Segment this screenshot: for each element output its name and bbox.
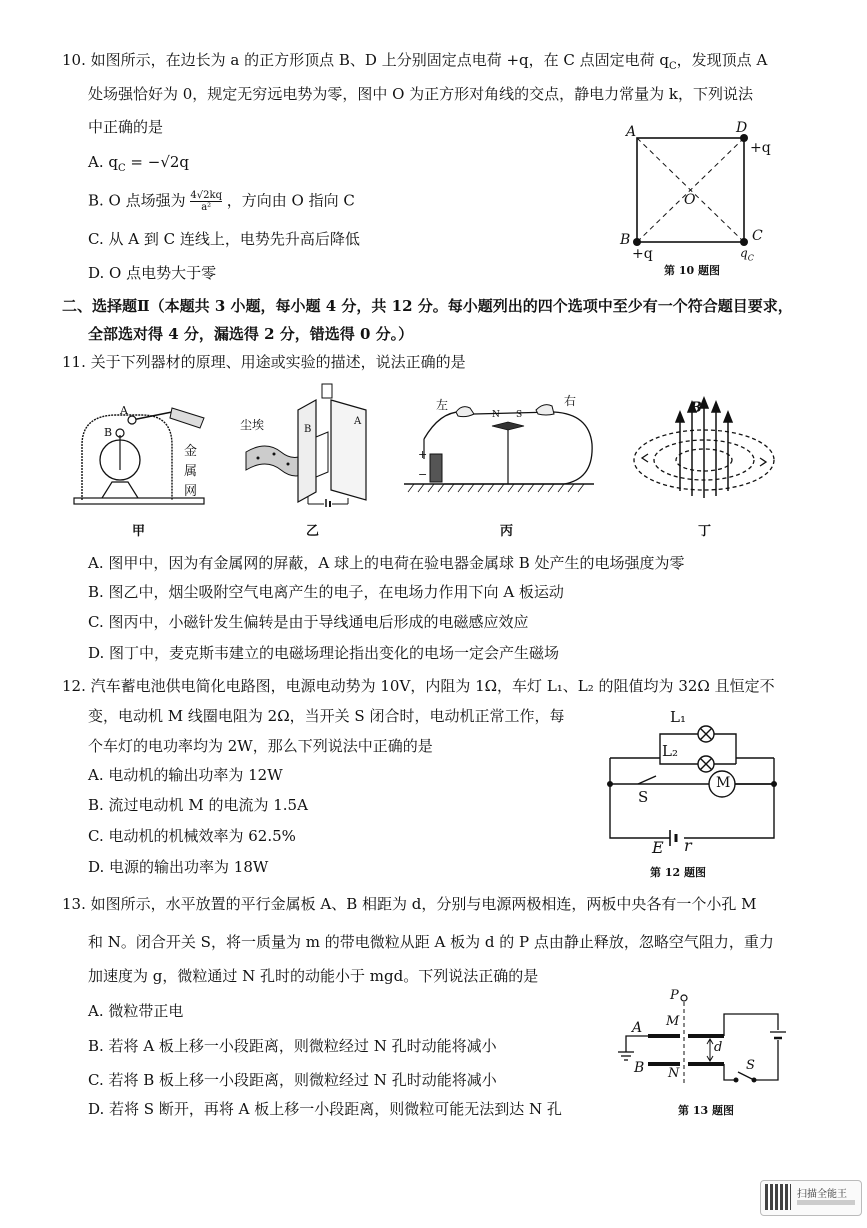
- q11-option-d: D. 图丁中，麦克斯韦建立的电磁场理论指出变化的电场一定会产生磁场: [88, 644, 560, 662]
- q10-option-b: B. O 点场强为 $\frac{4√2kq}{\text{a²}}$ ，方向由 O 指向 C: [88, 190, 355, 213]
- circuit-diagram: [600, 708, 790, 858]
- q11-figure-bing: [404, 384, 604, 540]
- right-hand-label: 右: [564, 394, 577, 408]
- q13-line1: 13. 如图所示，水平放置的平行金属板 A、B 相距为 d，分别与电源两极相连，两板中央各有一个小孔 M: [62, 895, 757, 913]
- q13-option-d: D. 若将 S 断开，再将 A 板上移一小段距离，则微粒可能无法到达 N 孔: [88, 1100, 562, 1118]
- q10-option-c: C. 从 A 到 C 连线上，电势先升高后降低: [88, 230, 360, 248]
- charge-b: [633, 238, 641, 246]
- q13-option-c: C. 若将 B 板上移一小段距离，则微粒经过 N 孔时动能将减小: [88, 1071, 497, 1089]
- q11-option-c: C. 图丙中，小磁针发生偏转是由于导线通电后形成的电磁感应效应: [88, 613, 529, 631]
- q12-option-b: B. 流过电动机 M 的电流为 1.5A: [88, 796, 308, 814]
- plate-a-label: A: [354, 416, 362, 427]
- magnetic-field-drawing: [628, 396, 788, 506]
- q11-option-a: A. 图甲中，因为有金属网的屏蔽，A 球上的电荷在验电器金属球 B 处产生的电场强度为零: [88, 554, 685, 572]
- scanner-badge-subline: [797, 1200, 855, 1205]
- section2-line1: 二、选择题Ⅱ（本题共 3 小题，每小题 4 分，共 12 分。每小题列出的四个选项中至少有一个符合题目要求，: [62, 297, 793, 315]
- center-o-label: O: [684, 192, 696, 208]
- mesh-label-2: 属: [184, 464, 198, 479]
- fraction-numerator: 4√2kq: [190, 190, 222, 201]
- vertex-d-label: D: [736, 120, 748, 136]
- qr-code-icon: [765, 1184, 791, 1210]
- dust-label: 尘埃: [240, 418, 265, 432]
- vertex-c-label: C: [752, 228, 763, 244]
- mesh-label-1: 金: [184, 444, 198, 459]
- q11-figure-yi: [236, 382, 376, 540]
- q12-figure: [600, 708, 790, 880]
- distance-d-label: d: [714, 1040, 723, 1055]
- q12-line2: 变，电动机 M 线圈电阻为 2Ω，当开关 S 闭合时，电动机正常工作，每: [88, 707, 565, 725]
- q12-line1: 12. 汽车蓄电池供电简化电路图，电源电动势为 10V，内阻为 1Ω，车灯 L₁、L₂ 的阻值均为 32Ω 且恒定不: [62, 677, 775, 695]
- q12-line3: 个车灯的电功率均为 2W，那么下列说法中正确的是: [88, 737, 433, 755]
- charge-d-label: +q: [750, 140, 771, 156]
- vertex-a-label: A: [626, 124, 637, 140]
- q10-line2: 处场强恰好为 0，规定无穷远电势为零，图中 O 为正方形对角线的交点，静电力常量为 k，下列说法: [88, 85, 754, 103]
- q13-option-b: B. 若将 A 板上移一小段距离，则微粒经过 N 孔时动能将减小: [88, 1037, 497, 1055]
- ding-caption: 丁: [698, 524, 712, 539]
- charge-c-label: $q_C$: [740, 246, 754, 263]
- q11-figure-ding: [628, 396, 788, 540]
- lamp-l2-label: L₂: [662, 742, 678, 760]
- q10-figure: [612, 120, 792, 280]
- mesh-label-3: 网: [184, 484, 198, 499]
- q12-option-c: C. 电动机的机械效率为 62.5%: [88, 827, 296, 845]
- q12-option-d: D. 电源的输出功率为 18W: [88, 858, 269, 876]
- q10-line1: 10. 如图所示，在边长为 a 的正方形顶点 B、D 上分别固定点电荷 +q，在 C 点固定电荷 $q_C$，发现顶点 A: [62, 51, 768, 72]
- q10-option-d: D. O 点电势大于零: [88, 264, 217, 282]
- hole-n-label: N: [668, 1066, 680, 1081]
- point-p-label: P: [670, 988, 679, 1003]
- q10-line3: 中正确的是: [88, 118, 164, 136]
- q11-stem: 11. 关于下列器材的原理、用途或实验的描述，说法正确的是: [62, 353, 466, 371]
- q13-option-a: A. 微粒带正电: [88, 1002, 184, 1020]
- bing-caption: 丙: [500, 524, 514, 539]
- charge-b-label: +q: [632, 246, 653, 262]
- field-b-label: B: [690, 400, 702, 416]
- scanner-badge-text: 扫描全能王: [797, 1189, 847, 1200]
- q13-line3: 加速度为 g，微粒通过 N 孔时的动能小于 mgd。下列说法正确的是: [88, 967, 539, 985]
- ball-b-label: B: [104, 426, 113, 439]
- yi-caption: 乙: [306, 524, 320, 539]
- emf-e-label: E: [652, 838, 664, 857]
- q11-figure-jia: [72, 390, 212, 540]
- q11-option-b: B. 图乙中，烟尘吸附空气电离产生的电子，在电场力作用下向 A 板运动: [88, 583, 564, 601]
- q13-figure: [612, 986, 802, 1118]
- needle-n-label: N: [492, 410, 500, 420]
- switch-s-label: S: [638, 788, 649, 806]
- motor-m-label: M: [716, 775, 731, 791]
- q10-option-a: A. $q_C = -√2q$: [88, 153, 190, 174]
- left-hand-label: 左: [436, 398, 449, 412]
- jia-caption: 甲: [132, 524, 146, 539]
- q13-line2: 和 N。闭合开关 S，将一质量为 m 的带电微粒从距 A 板为 d 的 P 点由静止释放，忽略空气阻力，重力: [88, 933, 774, 951]
- fraction-denominator: a²: [201, 202, 212, 213]
- switch-s-label: S: [746, 1058, 755, 1073]
- q10-caption: 第 10 题图: [664, 264, 720, 277]
- vertex-b-label: B: [620, 232, 631, 248]
- q12-option-a: A. 电动机的输出功率为 12W: [88, 766, 283, 784]
- plate-a-label: A: [632, 1020, 643, 1036]
- scanner-badge: [760, 1180, 862, 1216]
- lamp-l1-label: L₁: [670, 708, 686, 726]
- q13-caption: 第 13 题图: [678, 1104, 734, 1117]
- hole-m-label: M: [666, 1014, 680, 1029]
- needle-s-label: S: [516, 410, 523, 420]
- charge-c: [740, 238, 748, 246]
- section2-line2: 全部选对得 4 分，漏选得 2 分，错选得 0 分。）: [88, 325, 414, 343]
- plate-b-label: B: [304, 424, 312, 435]
- plate-b-label: B: [634, 1060, 645, 1076]
- battery-minus-label: −: [418, 468, 428, 481]
- battery-plus-label: +: [418, 448, 428, 461]
- dust-precipitator-drawing: [236, 382, 376, 507]
- q12-caption: 第 12 题图: [650, 866, 706, 879]
- ball-a-label: A: [120, 404, 128, 417]
- resistance-r-label: r: [684, 836, 692, 855]
